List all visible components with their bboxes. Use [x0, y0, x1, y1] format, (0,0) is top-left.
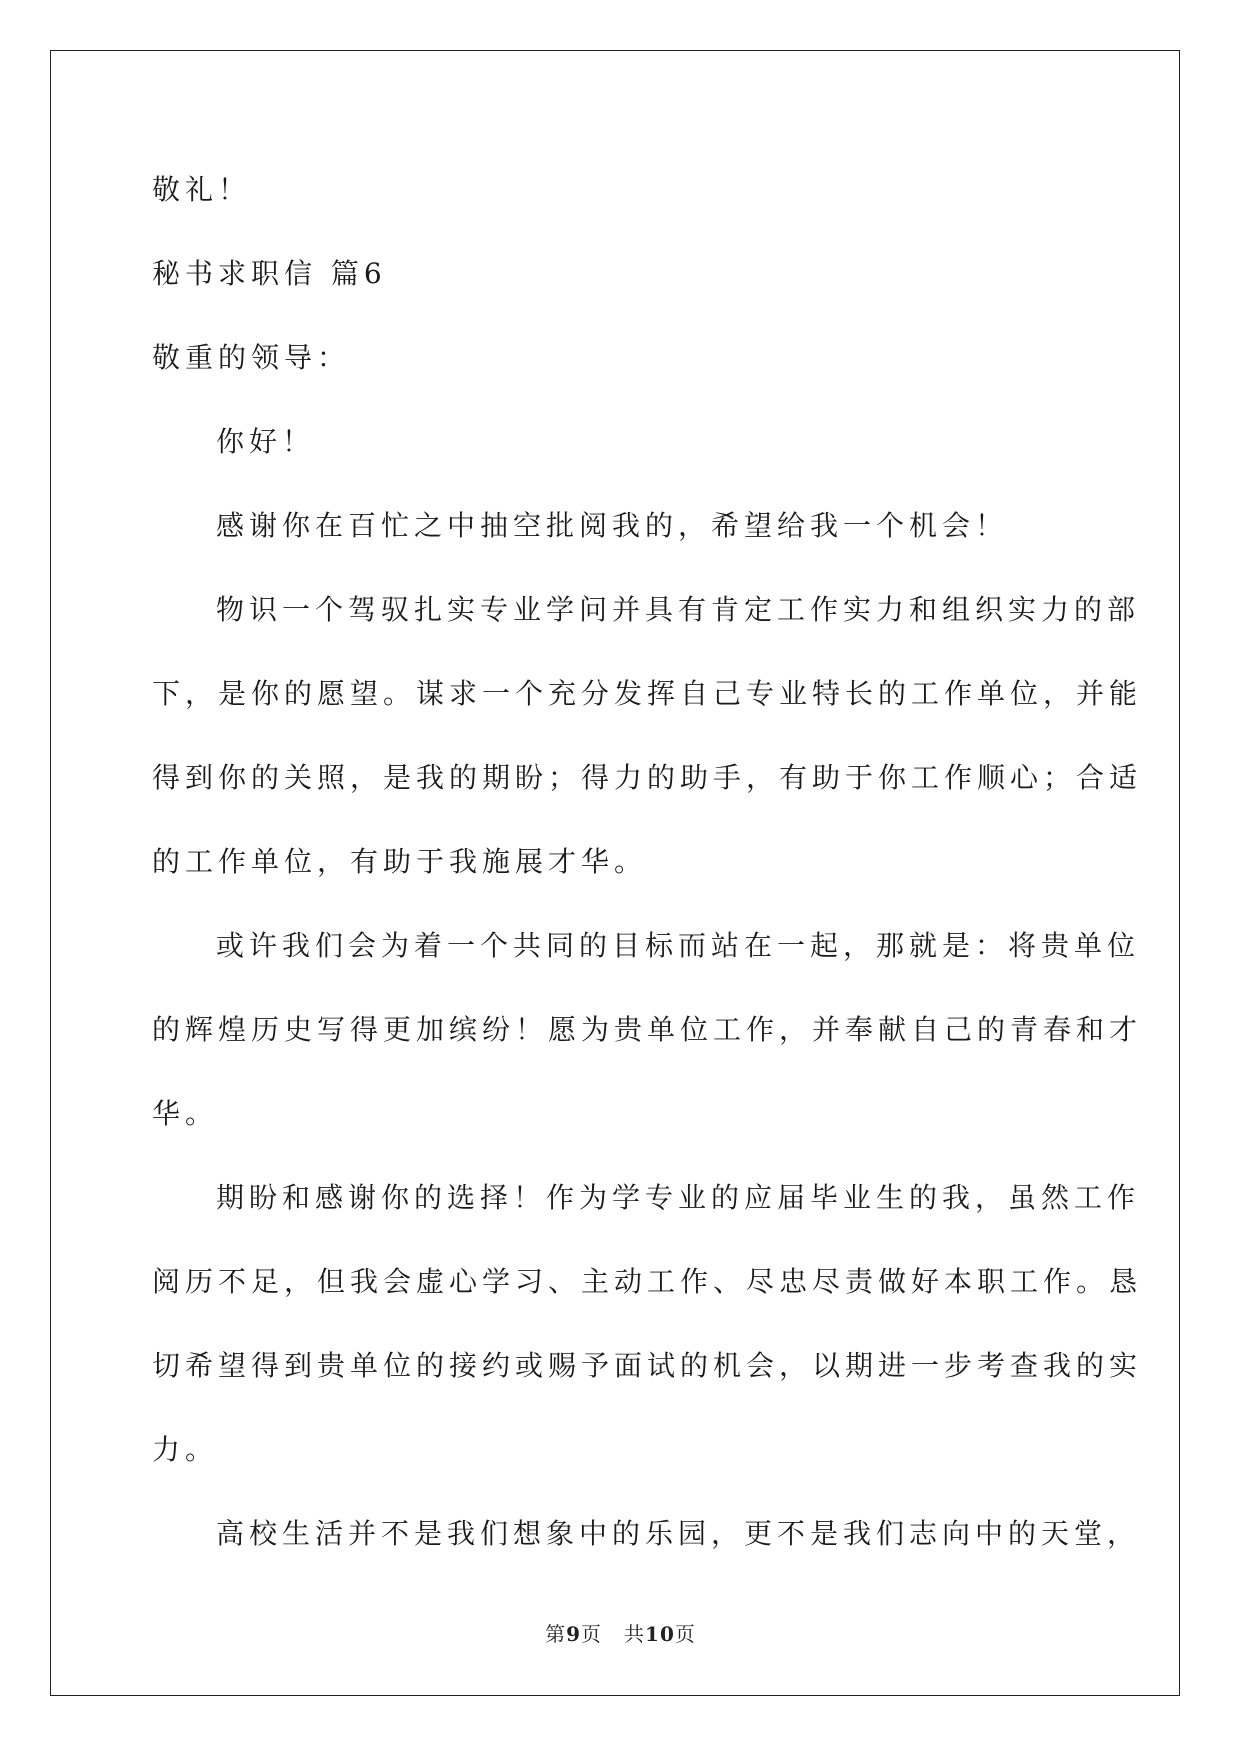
- paragraph-line: 高校生活并不是我们想象中的乐园，更不是我们志向中的天堂，: [216, 1517, 1141, 1550]
- section-heading: 秘书求职信 篇6: [152, 257, 387, 290]
- total-pages: 10: [645, 1622, 675, 1646]
- closing-salutation: 敬礼！: [152, 173, 252, 206]
- paragraph-line: 感谢你在百忙之中抽空批阅我的，希望给我一个机会！: [216, 509, 1009, 542]
- paragraph-line: 期盼和感谢你的选择！作为学专业的应届毕业生的我，虽然工作: [216, 1181, 1141, 1214]
- paragraph-line: 物识一个驾驭扎实专业学问并具有肯定工作实力和组织实力的部: [216, 593, 1141, 626]
- total-suffix: 页: [674, 1622, 696, 1646]
- letter-salutation: 敬重的领导：: [152, 341, 351, 374]
- page-number: 9: [566, 1622, 582, 1646]
- page-prefix: 第: [545, 1622, 567, 1646]
- greeting: 你好！: [216, 425, 316, 458]
- paragraph-line: 的辉煌历史写得更加缤纷！愿为贵单位工作，并奉献自己的青春和才: [152, 1013, 1143, 1046]
- paragraph-line: 得到你的关照，是我的期盼；得力的助手，有助于你工作顺心；合适: [152, 761, 1143, 794]
- paragraph-line: 或许我们会为着一个共同的目标而站在一起，那就是：将贵单位: [216, 929, 1141, 962]
- paragraph-line: 阅历不足，但我会虚心学习、主动工作、尽忠尽责做好本职工作。恳: [152, 1265, 1143, 1298]
- paragraph-line: 下，是你的愿望。谋求一个充分发挥自己专业特长的工作单位，并能: [152, 677, 1143, 710]
- page-suffix: 页: [581, 1622, 603, 1646]
- paragraph-line: 的工作单位，有助于我施展才华。: [152, 845, 648, 878]
- paragraph-line: 华。: [152, 1097, 219, 1130]
- paragraph-line: 切希望得到贵单位的接约或赐予面试的机会，以期进一步考查我的实: [152, 1349, 1143, 1382]
- total-prefix: 共: [624, 1622, 646, 1646]
- document-body: [152, 165, 1143, 1593]
- page-footer: [0, 1618, 1241, 1647]
- paragraph-line: 力。: [152, 1433, 219, 1466]
